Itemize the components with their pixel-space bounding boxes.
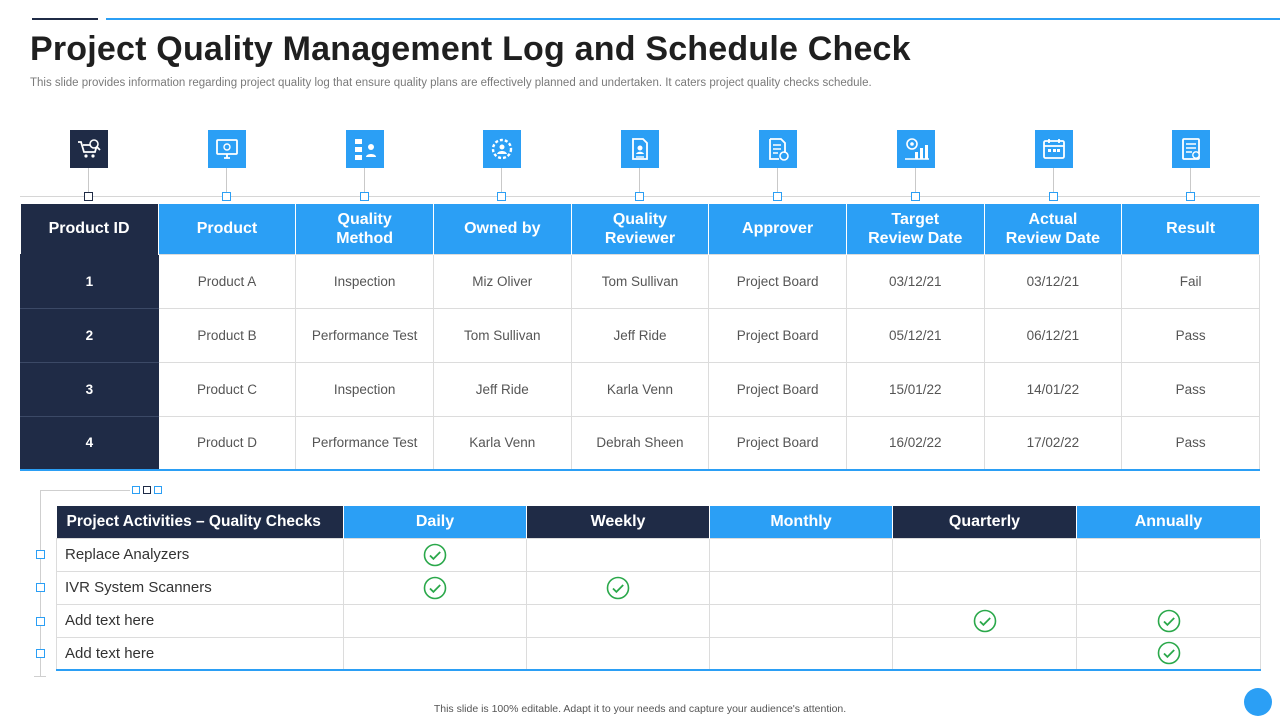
- schedule-check-cell: [344, 604, 527, 637]
- schedule-column-header: Daily: [344, 506, 527, 538]
- icon-column: [20, 130, 158, 204]
- schedule-check-cell: [527, 604, 710, 637]
- product-id-cell: 2: [21, 308, 159, 362]
- activity-cell: Replace Analyzers: [57, 538, 344, 571]
- schedule-bracket-end: [34, 676, 46, 677]
- schedule-check-cell: [527, 571, 710, 604]
- icon-connector: [1190, 168, 1191, 192]
- bracket-dot: [132, 486, 140, 494]
- icon-connector-dot: [635, 192, 644, 201]
- cart-search-icon: [70, 130, 108, 168]
- log-table-cell: Product C: [158, 362, 296, 416]
- log-table-cell: Pass: [1122, 308, 1260, 362]
- schedule-column-header: Weekly: [527, 506, 710, 538]
- log-table-cell: Product A: [158, 254, 296, 308]
- icon-connector: [226, 168, 227, 192]
- log-table-cell: Miz Oliver: [433, 254, 571, 308]
- log-table-cell: Debrah Sheen: [571, 416, 709, 470]
- schedule-check-cell: [893, 538, 1077, 571]
- product-id-cell: 1: [21, 254, 159, 308]
- log-column-header: Quality Reviewer: [571, 204, 709, 254]
- footer-note: This slide is 100% editable. Adapt it to your needs and capture your audience's attention.: [433, 703, 847, 715]
- schedule-check-cell: [1077, 571, 1261, 604]
- icon-connector-dot: [222, 192, 231, 201]
- target-chart-icon: [897, 130, 935, 168]
- icon-column: [847, 130, 985, 204]
- schedule-row-marker: [36, 583, 45, 592]
- check-circle-icon: [423, 579, 447, 596]
- log-table-cell: Jeff Ride: [433, 362, 571, 416]
- log-table-cell: 06/12/21: [984, 308, 1122, 362]
- activity-cell: Add text here: [57, 637, 344, 670]
- corner-circle: [1244, 688, 1272, 716]
- log-table-cell: Pass: [1122, 416, 1260, 470]
- log-table-body: [21, 254, 1260, 470]
- activity-cell: Add text here: [57, 604, 344, 637]
- log-table-cell: Karla Venn: [433, 416, 571, 470]
- icon-connector-dot: [497, 192, 506, 201]
- schedule-check-cell: [1077, 538, 1261, 571]
- log-column-header: Approver: [709, 204, 847, 254]
- icon-connector-dot: [360, 192, 369, 201]
- log-table-cell: Performance Test: [296, 308, 434, 362]
- icon-connector: [88, 168, 89, 192]
- calendar-icon: [1035, 130, 1073, 168]
- log-column-header: Product ID: [21, 204, 159, 254]
- schedule-check-cell: [710, 538, 893, 571]
- schedule-check-cell: [893, 571, 1077, 604]
- bracket-dot: [143, 486, 151, 494]
- log-table-row: [21, 362, 1260, 416]
- bracket-dot: [154, 486, 162, 494]
- schedule-column-header: Quarterly: [893, 506, 1077, 538]
- schedule-table-row: [57, 637, 1261, 670]
- log-table-cell: 14/01/22: [984, 362, 1122, 416]
- icon-connector-dot: [911, 192, 920, 201]
- quality-log-table: [20, 204, 1260, 471]
- icon-column: [158, 130, 296, 204]
- log-table-cell: Inspection: [296, 362, 434, 416]
- log-table-cell: 03/12/21: [984, 254, 1122, 308]
- schedule-table-header-row: [57, 506, 1261, 538]
- icon-connector: [777, 168, 778, 192]
- org-chart-icon: [346, 130, 384, 168]
- reviewer-document-icon: [621, 130, 659, 168]
- log-table-row: [21, 254, 1260, 308]
- icon-connector: [1053, 168, 1054, 192]
- schedule-check-cell: [344, 637, 527, 670]
- schedule-check-cell: [710, 637, 893, 670]
- quality-schedule-table: [56, 506, 1261, 671]
- schedule-table-row: [57, 571, 1261, 604]
- schedule-check-cell: [344, 538, 527, 571]
- log-column-header: Actual Review Date: [984, 204, 1122, 254]
- log-table-cell: Inspection: [296, 254, 434, 308]
- icon-column: [571, 130, 709, 204]
- schedule-bracket-dots: [132, 486, 162, 494]
- product-id-cell: 3: [21, 362, 159, 416]
- log-column-header: Product: [158, 204, 296, 254]
- icon-connector: [639, 168, 640, 192]
- activity-cell: IVR System Scanners: [57, 571, 344, 604]
- icon-column: [433, 130, 571, 204]
- schedule-check-cell: [893, 604, 1077, 637]
- gear-team-icon: [483, 130, 521, 168]
- icon-column: [709, 130, 847, 204]
- schedule-column-header: Monthly: [710, 506, 893, 538]
- schedule-column-header: Annually: [1077, 506, 1261, 538]
- top-accent-dark: [32, 18, 98, 20]
- icon-connector-dot: [1186, 192, 1195, 201]
- check-circle-icon: [1157, 612, 1181, 629]
- page-title: Project Quality Management Log and Schedule Check: [30, 30, 911, 68]
- schedule-check-cell: [710, 604, 893, 637]
- page-subtitle: This slide provides information regarding project quality log that ensure quality plans are effectively planned and undertaken. It caters project quality checks schedule.: [30, 77, 872, 89]
- log-table-cell: 17/02/22: [984, 416, 1122, 470]
- log-table-cell: 15/01/22: [846, 362, 984, 416]
- check-circle-icon: [1157, 644, 1181, 661]
- log-table-row: [21, 416, 1260, 470]
- log-table-cell: Product B: [158, 308, 296, 362]
- check-circle-icon: [973, 612, 997, 629]
- icon-connector-dot: [84, 192, 93, 201]
- log-table-cell: Karla Venn: [571, 362, 709, 416]
- schedule-table-row: [57, 604, 1261, 637]
- schedule-table-row: [57, 538, 1261, 571]
- log-table-cell: 03/12/21: [846, 254, 984, 308]
- log-table-cell: Pass: [1122, 362, 1260, 416]
- log-table-cell: Tom Sullivan: [433, 308, 571, 362]
- icons-row: [20, 130, 1260, 204]
- icon-connector: [501, 168, 502, 192]
- schedule-row-marker: [36, 617, 45, 626]
- schedule-check-cell: [527, 538, 710, 571]
- log-table-cell: 05/12/21: [846, 308, 984, 362]
- icon-column: [985, 130, 1123, 204]
- schedule-check-cell: [710, 571, 893, 604]
- icon-column: [296, 130, 434, 204]
- log-table-cell: Product D: [158, 416, 296, 470]
- log-table-cell: Fail: [1122, 254, 1260, 308]
- icon-connector-dot: [1049, 192, 1058, 201]
- log-column-header: Owned by: [433, 204, 571, 254]
- log-table-cell: Project Board: [709, 308, 847, 362]
- log-table-cell: Project Board: [709, 254, 847, 308]
- schedule-bracket-top: [40, 490, 130, 491]
- schedule-column-header: Project Activities – Quality Checks: [57, 506, 344, 538]
- check-circle-icon: [423, 546, 447, 563]
- icon-connector: [364, 168, 365, 192]
- schedule-check-cell: [893, 637, 1077, 670]
- top-accent-blue: [106, 18, 1280, 20]
- log-table-cell: 16/02/22: [846, 416, 984, 470]
- monitor-icon: [208, 130, 246, 168]
- result-list-icon: [1172, 130, 1210, 168]
- log-table-header-row: [21, 204, 1260, 254]
- log-table-cell: Project Board: [709, 362, 847, 416]
- check-circle-icon: [606, 579, 630, 596]
- icon-column: [1122, 130, 1260, 204]
- schedule-check-cell: [344, 571, 527, 604]
- schedule-check-cell: [1077, 637, 1261, 670]
- approval-document-icon: [759, 130, 797, 168]
- schedule-row-marker: [36, 550, 45, 559]
- log-table-cell: Project Board: [709, 416, 847, 470]
- schedule-table-body: [57, 538, 1261, 670]
- schedule-check-cell: [527, 637, 710, 670]
- log-table-cell: Tom Sullivan: [571, 254, 709, 308]
- log-column-header: Result: [1122, 204, 1260, 254]
- log-table-cell: Performance Test: [296, 416, 434, 470]
- icon-connector-dot: [773, 192, 782, 201]
- schedule-check-cell: [1077, 604, 1261, 637]
- log-column-header: Quality Method: [296, 204, 434, 254]
- log-table-cell: Jeff Ride: [571, 308, 709, 362]
- product-id-cell: 4: [21, 416, 159, 470]
- log-column-header: Target Review Date: [846, 204, 984, 254]
- schedule-row-marker: [36, 649, 45, 658]
- log-table-row: [21, 308, 1260, 362]
- icon-connector: [915, 168, 916, 192]
